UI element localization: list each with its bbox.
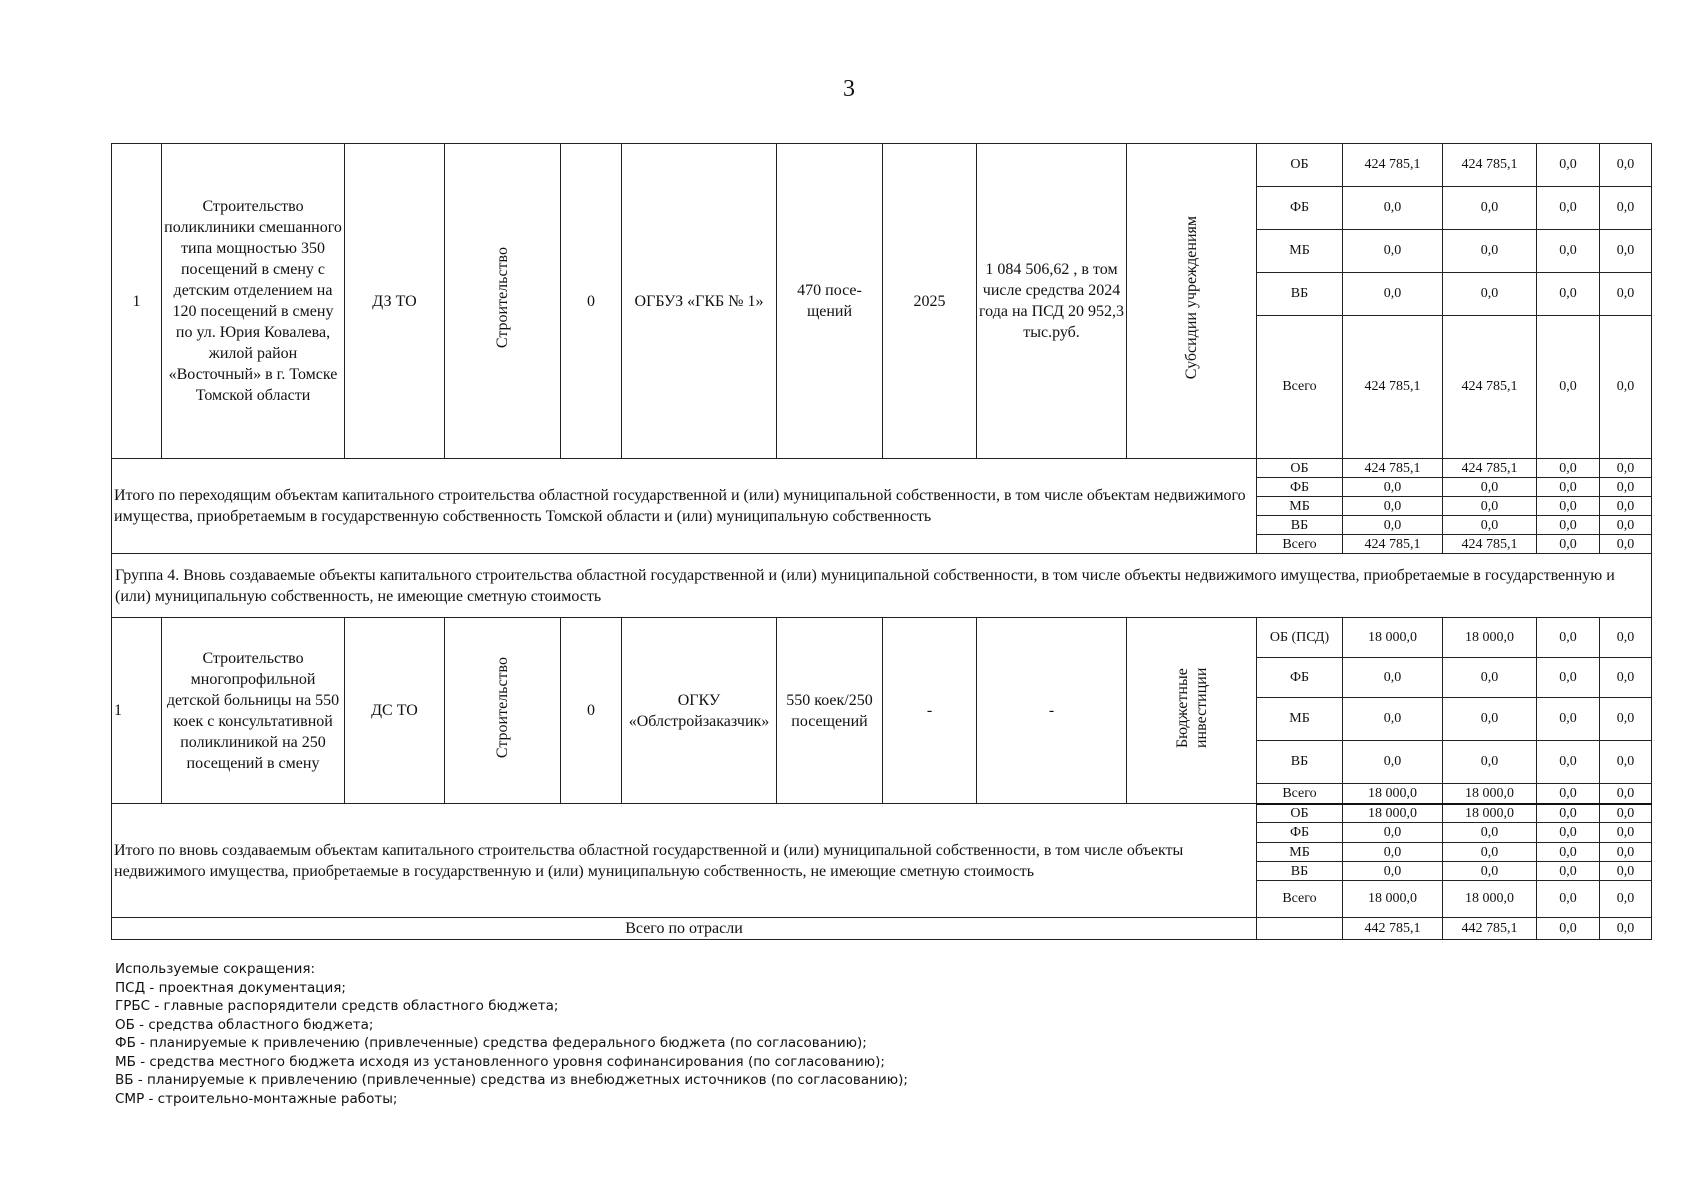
value-cell: 0,0 [1537, 273, 1600, 316]
source-cell: ОБ [1257, 459, 1343, 478]
value-cell: 0,0 [1600, 741, 1652, 784]
value-cell: 0,0 [1443, 497, 1537, 516]
value-cell: 0,0 [1600, 187, 1652, 230]
source-cell: ФБ [1257, 187, 1343, 230]
transitional-total-label: Итого по переходящим объектам капитального строительства областной государственной и (или) муниципальной собственности, в том числе объектам недвижимого имущества, приобретаемым в государственную собственность Томской области и (или) муниципальную собственность [112, 459, 1257, 554]
value-cell: 0,0 [1443, 273, 1537, 316]
value-cell: 424 785,1 [1343, 535, 1443, 554]
source-cell: ОБ [1257, 804, 1343, 823]
value-cell: 0,0 [1443, 658, 1537, 698]
value-cell: 0,0 [1443, 698, 1537, 741]
value-cell: 0,0 [1343, 658, 1443, 698]
value-cell: 0,0 [1600, 862, 1652, 881]
value-cell: 18 000,0 [1443, 881, 1537, 918]
value-cell: 18 000,0 [1443, 618, 1537, 658]
value-cell: 0,0 [1443, 230, 1537, 273]
value-cell: 0,0 [1600, 823, 1652, 843]
value-cell: 0,0 [1600, 658, 1652, 698]
value-cell: 0,0 [1343, 478, 1443, 497]
note-line: ВБ - планируемые к привлечению (привлеченные) средства из внебюджетных источников (по согласованию); [115, 1072, 908, 1088]
completion-year: 2025 [883, 144, 977, 459]
value-cell: 0,0 [1600, 618, 1652, 658]
note-line: ПСД - проектная документация; [115, 979, 346, 996]
value-cell: 0,0 [1443, 843, 1537, 862]
source-cell: Всего [1257, 316, 1343, 459]
grand-total-label: Всего по отрасли [112, 918, 1257, 940]
source-cell: МБ [1257, 230, 1343, 273]
source-cell: ФБ [1257, 823, 1343, 843]
source-cell: ВБ [1257, 862, 1343, 881]
value-cell: 0,0 [1600, 478, 1652, 497]
value-cell: 0,0 [1343, 516, 1443, 535]
capacity: 550 коек/250 посещений [777, 618, 883, 804]
note-line: Используемые сокращения: [115, 961, 316, 977]
value-cell: 442 785,1 [1443, 918, 1537, 940]
note-line: СМР - строительно-монтажные работы; [115, 1090, 398, 1107]
value-cell: 0,0 [1537, 741, 1600, 784]
source-cell: ФБ [1257, 478, 1343, 497]
value-cell: 0,0 [1537, 843, 1600, 862]
value-cell: 0,0 [1343, 273, 1443, 316]
construction-type: Строительство [445, 618, 561, 804]
value-cell: 0,0 [1537, 497, 1600, 516]
value-cell: 0,0 [1537, 618, 1600, 658]
value-cell: 0,0 [1537, 144, 1600, 187]
value-cell: 0,0 [1537, 698, 1600, 741]
smr-value: 0 [561, 144, 622, 459]
source-cell: Всего [1257, 784, 1343, 804]
grbs: ДС ТО [345, 618, 445, 804]
value-cell: 0,0 [1537, 230, 1600, 273]
value-cell: 0,0 [1537, 784, 1600, 804]
value-cell: 18 000,0 [1343, 804, 1443, 823]
value-cell: 18 000,0 [1443, 784, 1537, 804]
source-cell: МБ [1257, 698, 1343, 741]
note-line: ОБ - средства областного бюджета; [115, 1016, 374, 1033]
value-cell: 0,0 [1600, 273, 1652, 316]
value-cell: 0,0 [1537, 459, 1600, 478]
construction-type: Строительство [445, 144, 561, 459]
value-cell: 0,0 [1537, 881, 1600, 918]
source-cell: Всего [1257, 881, 1343, 918]
value-cell: 0,0 [1600, 516, 1652, 535]
value-cell: 0,0 [1537, 535, 1600, 554]
value-cell: 0,0 [1443, 823, 1537, 843]
customer: ОГБУЗ «ГКБ № 1» [622, 144, 777, 459]
value-cell: 0,0 [1343, 823, 1443, 843]
value-cell: 424 785,1 [1443, 535, 1537, 554]
source-cell: ВБ [1257, 273, 1343, 316]
smr-value: 0 [561, 618, 622, 804]
source-cell: МБ [1257, 497, 1343, 516]
group-4-header: Группа 4. Вновь создаваемые объекты капитального строительства областной государственной и (или) муниципальной собственности, в том числе объекты недвижимого имущества, приобретаемые в государственную и (или) муниципальную собственность, не имеющие сметную стоимость [112, 554, 1652, 618]
value-cell: 0,0 [1537, 478, 1600, 497]
value-cell: 0,0 [1443, 741, 1537, 784]
value-cell: 424 785,1 [1343, 459, 1443, 478]
value-cell: 0,0 [1600, 535, 1652, 554]
value-cell: 0,0 [1600, 918, 1652, 940]
value-cell: 0,0 [1343, 843, 1443, 862]
completion-year: - [883, 618, 977, 804]
value-cell: 0,0 [1537, 804, 1600, 823]
value-cell: 424 785,1 [1343, 316, 1443, 459]
customer: ОГКУ «Облстройзаказчик» [622, 618, 777, 804]
value-cell: 0,0 [1600, 698, 1652, 741]
value-cell: 0,0 [1537, 918, 1600, 940]
value-cell: 0,0 [1600, 144, 1652, 187]
estimated-cost: - [977, 618, 1127, 804]
value-cell: 0,0 [1537, 316, 1600, 459]
value-cell: 424 785,1 [1343, 144, 1443, 187]
value-cell: 0,0 [1537, 516, 1600, 535]
value-cell: 0,0 [1537, 862, 1600, 881]
value-cell: 0,0 [1600, 230, 1652, 273]
source-cell: ОБ [1257, 144, 1343, 187]
value-cell: 0,0 [1600, 881, 1652, 918]
value-cell: 0,0 [1443, 862, 1537, 881]
estimated-cost: 1 084 506,62 , в том числе средства 2024 года на ПСД 20 952,3 тыс.руб. [977, 144, 1127, 459]
page-number: 3 [843, 76, 855, 102]
capacity: 470 посе-щений [777, 144, 883, 459]
value-cell: 18 000,0 [1343, 784, 1443, 804]
value-cell: 0,0 [1343, 497, 1443, 516]
value-cell: 0,0 [1443, 187, 1537, 230]
source-cell: ОБ (ПСД) [1257, 618, 1343, 658]
value-cell: 0,0 [1600, 497, 1652, 516]
value-cell: 0,0 [1600, 784, 1652, 804]
object-name: Строительство многопрофильной детской больницы на 550 коек с консультативной поликлиникой на 250 посещений в смену [162, 618, 345, 804]
note-line: МБ - средства местного бюджета исходя из установленного уровня софинансирования (по согласованию); [115, 1053, 885, 1070]
value-cell: 0,0 [1537, 823, 1600, 843]
value-cell: 0,0 [1343, 698, 1443, 741]
source-cell [1257, 918, 1343, 940]
value-cell: 0,0 [1600, 459, 1652, 478]
row-number: 1 [112, 144, 162, 459]
value-cell: 0,0 [1600, 843, 1652, 862]
value-cell: 442 785,1 [1343, 918, 1443, 940]
value-cell: 0,0 [1537, 658, 1600, 698]
object-name: Строительство поликлиники смешанного типа мощностью 350 посещений в смену с детским отделением на 120 посещений в смену по ул. Юрия Ковалева, жилой район «Восточный» в г. Томске Томской области [162, 144, 345, 459]
financing-form: Бюджетные инвестиции [1127, 618, 1257, 804]
capital-construction-table [111, 143, 1652, 940]
value-cell: 0,0 [1600, 316, 1652, 459]
abbreviations-notes [115, 960, 908, 1108]
source-cell: Всего [1257, 535, 1343, 554]
object-row [112, 144, 1652, 187]
value-cell: 0,0 [1343, 230, 1443, 273]
source-cell: ВБ [1257, 516, 1343, 535]
financing-form: Субсидии учреждениям [1127, 144, 1257, 459]
value-cell: 0,0 [1600, 804, 1652, 823]
source-cell: ФБ [1257, 658, 1343, 698]
grbs: ДЗ ТО [345, 144, 445, 459]
row-number: 1 [112, 618, 162, 804]
value-cell: 18 000,0 [1443, 804, 1537, 823]
value-cell: 18 000,0 [1343, 881, 1443, 918]
note-line: ФБ - планируемые к привлечению (привлеченные) средства федерального бюджета (по согласованию); [115, 1035, 867, 1051]
value-cell: 0,0 [1343, 741, 1443, 784]
value-cell: 0,0 [1443, 478, 1537, 497]
value-cell: 0,0 [1343, 862, 1443, 881]
value-cell: 0,0 [1443, 516, 1537, 535]
note-line: ГРБС - главные распорядители средств областного бюджета; [115, 998, 559, 1014]
source-cell: МБ [1257, 843, 1343, 862]
source-cell: ВБ [1257, 741, 1343, 784]
value-cell: 0,0 [1537, 187, 1600, 230]
value-cell: 18 000,0 [1343, 618, 1443, 658]
value-cell: 424 785,1 [1443, 316, 1537, 459]
value-cell: 0,0 [1343, 187, 1443, 230]
value-cell: 424 785,1 [1443, 459, 1537, 478]
value-cell: 424 785,1 [1443, 144, 1537, 187]
new-objects-total-label: Итого по вновь создаваемым объектам капитального строительства областной государственной и (или) муниципальной собственности, в том числе объекты недвижимого имущества, приобретаемые в государственную и (или) муниципальную собственность, не имеющие сметную стоимость [112, 804, 1257, 918]
